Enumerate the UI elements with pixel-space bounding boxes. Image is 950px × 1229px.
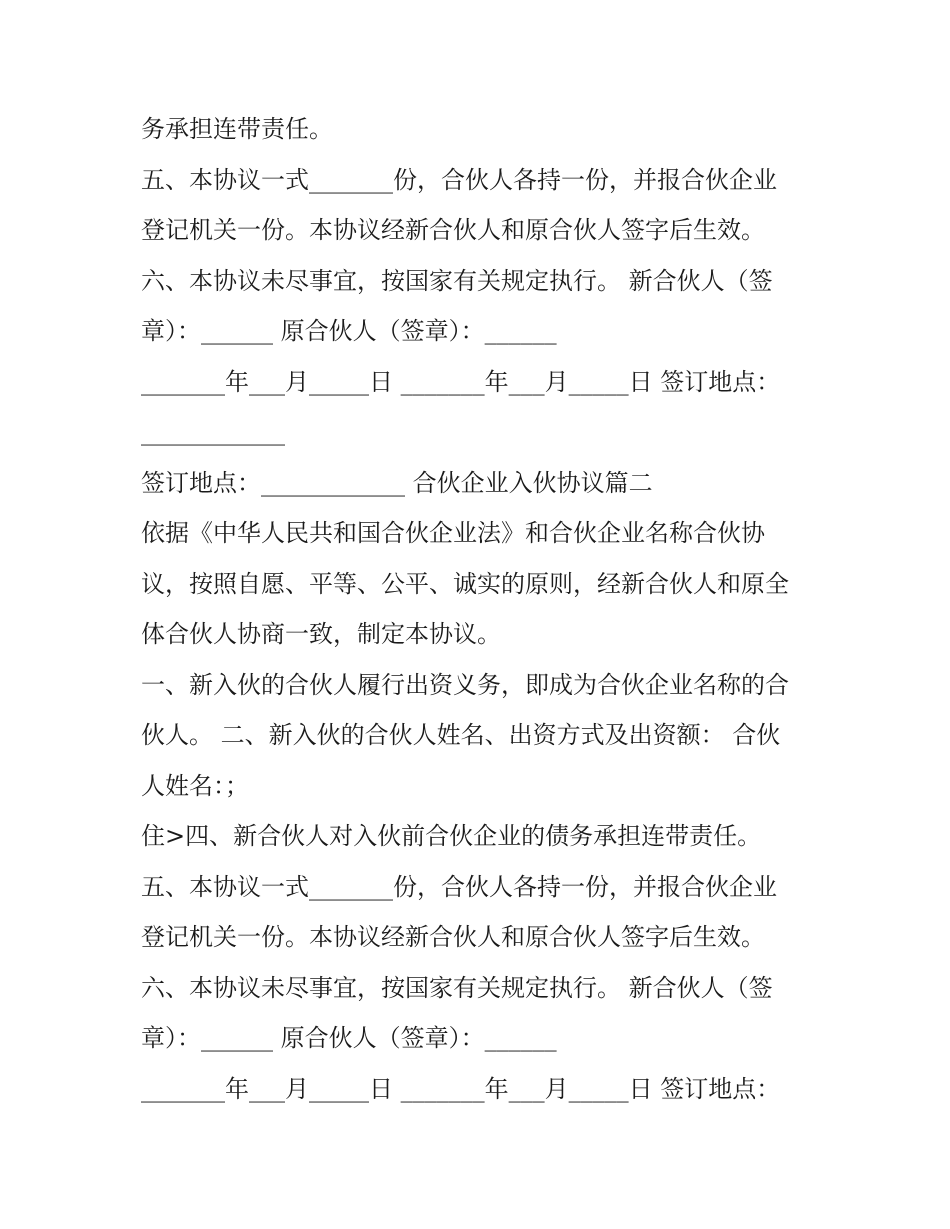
text-line: 五、本协议一式_______份，合伙人各持一份，并报合伙企业	[141, 872, 777, 901]
text-line: ____________	[141, 418, 285, 446]
text-line: 伙人。 二、新入伙的合伙人姓名、出资方式及出资额： 合伙	[141, 721, 781, 749]
text-line: 登记机关一份。本协议经新合伙人和原合伙人签字后生效。	[141, 923, 765, 951]
text-line: 人姓名：；	[141, 771, 249, 800]
text-line: 六、本协议未尽事宜，按国家有关规定执行。 新合伙人（签	[141, 266, 773, 295]
text-line: 议，按照自愿、平等、公平、诚实的原则，经新合伙人和原全	[141, 569, 789, 598]
text-line: 一、新入伙的合伙人履行出资义务，即成为合伙企业名称的合	[141, 670, 789, 699]
text-line: 六、本协议未尽事宜，按国家有关规定执行。 新合伙人（签	[141, 973, 773, 1002]
text-line: 五、本协议一式_______份，合伙人各持一份，并报合伙企业	[141, 165, 777, 194]
text-line: 体合伙人协商一致，制定本协议。	[141, 620, 501, 648]
document-body	[141, 104, 821, 1114]
text-line: 登记机关一份。本协议经新合伙人和原合伙人签字后生效。	[141, 216, 765, 244]
text-line: 住>四、新合伙人对入伙前合伙企业的债务承担连带责任。	[141, 822, 762, 850]
text-line: _______年___月_____日 _______年___月_____日 签订地点：	[141, 367, 781, 396]
text-line: 签订地点：____________ 合伙企业入伙协议篇二	[141, 468, 653, 497]
text-line: _______年___月_____日 _______年___月_____日 签订地点：	[141, 1074, 781, 1103]
text-line: 章）：______ 原合伙人（签章）：______	[141, 317, 557, 345]
text-line: 务承担连带责任。	[141, 115, 333, 143]
text-line: 依据《中华人民共和国合伙企业法》和合伙企业名称合伙协	[141, 519, 765, 547]
text-line: 章）：______ 原合伙人（签章）：______	[141, 1024, 557, 1052]
